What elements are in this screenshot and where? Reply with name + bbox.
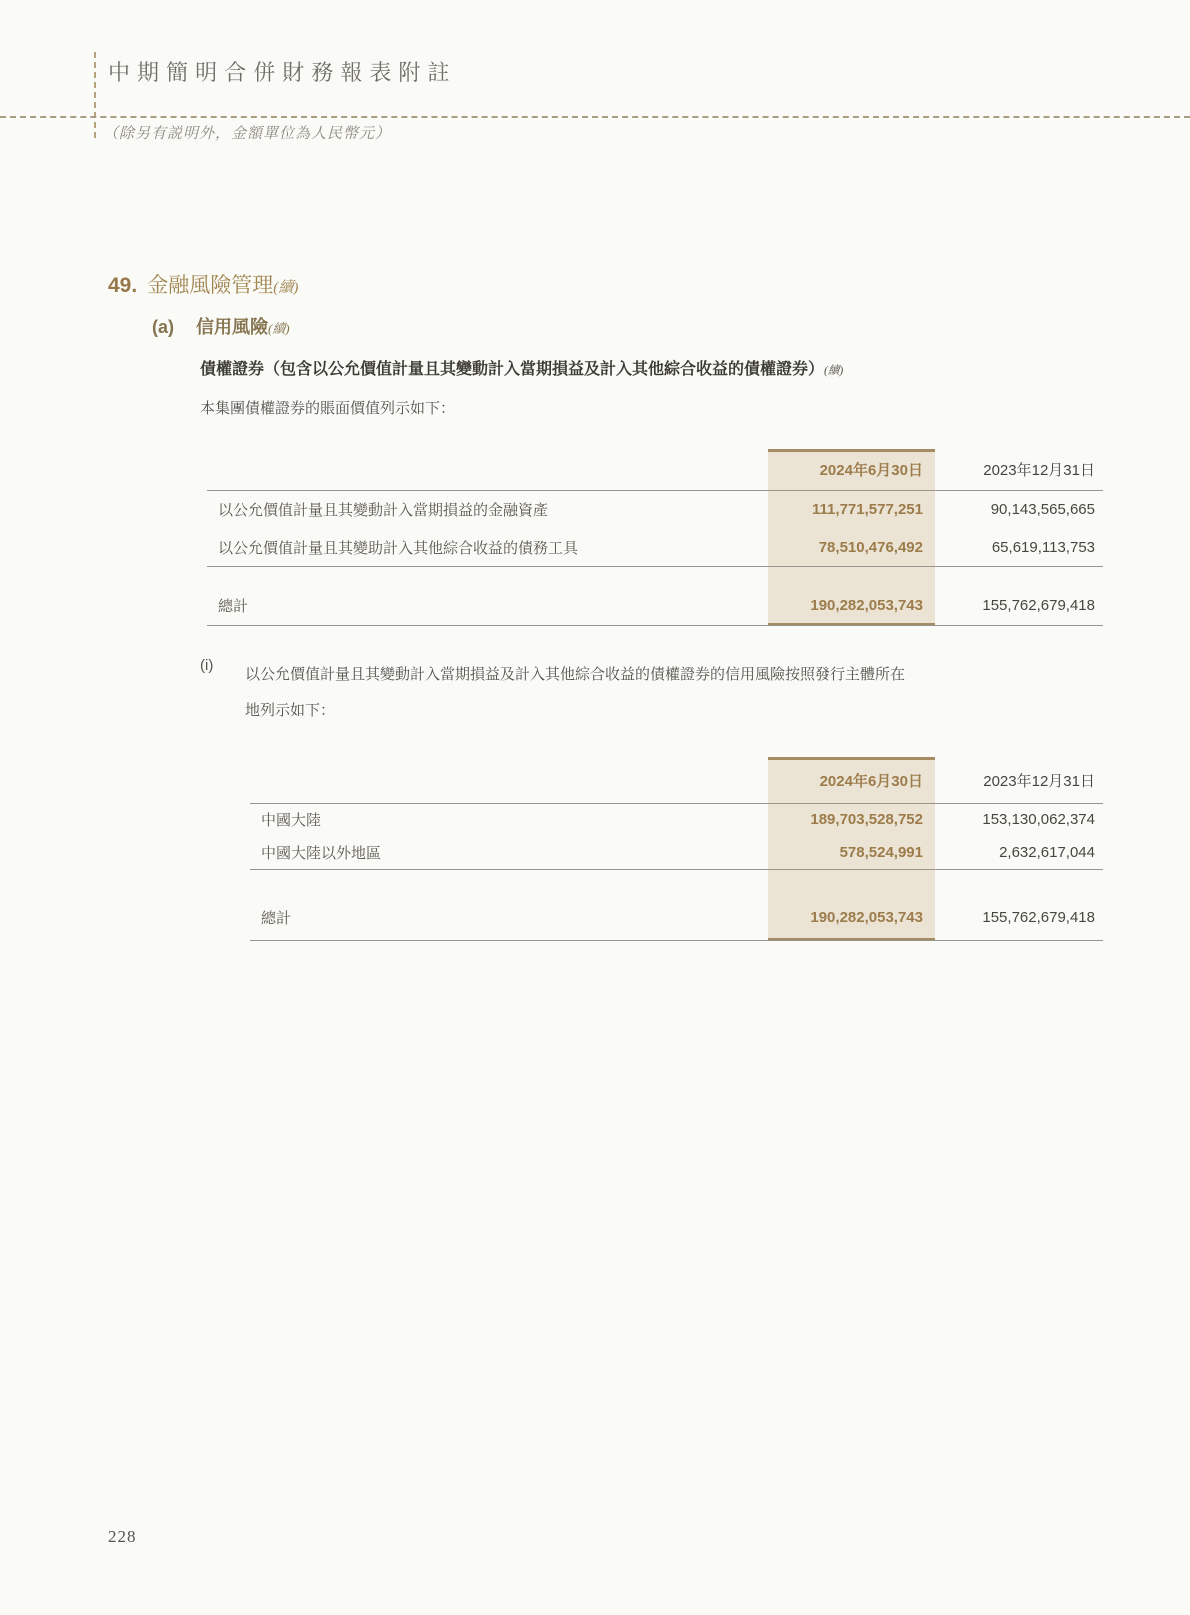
row-value-2024: 78,510,476,492 [818, 539, 923, 556]
total-row [250, 895, 1103, 940]
column-header-2024: 2024年6月30日 [819, 772, 923, 790]
table-row [207, 529, 1103, 566]
row-label: 以公允價值計量且其變助計入其他綜合收益的債務工具 [218, 540, 579, 557]
item-i-line1: 以公允價值計量且其變動計入當期損益及計入其他綜合收益的債權證券的信用風險按照發行主體所在 [245, 666, 906, 683]
item-i-line2: 地列示如下： [245, 702, 336, 719]
row-value-2023: 90,143,565,665 [990, 501, 1095, 518]
row-value-2024: 111,771,577,251 [812, 501, 923, 518]
total-label: 總計 [218, 597, 249, 615]
subtotal-rule [207, 566, 1103, 567]
subsection-title: 信用風險 [196, 317, 268, 337]
total-value-2024: 190,282,053,743 [810, 909, 923, 926]
table-row [250, 803, 1103, 836]
header-vertical-dashed-rule [94, 52, 96, 138]
subsection-a-heading [152, 313, 290, 339]
section-title: 金融風險管理 [147, 274, 274, 297]
total-row [207, 585, 1103, 625]
carrying-value-intro: 本集團債權證券的賬面價值列示如下： [200, 400, 456, 417]
total-value-2024: 190,282,053,743 [810, 596, 923, 614]
report-title: 中期簡明合併財務報表附註 [108, 60, 457, 85]
section-continued-marker: (續) [273, 280, 299, 296]
header-horizontal-dashed-rule [0, 116, 1190, 118]
row-label: 中國大陸以外地區 [261, 845, 382, 862]
item-i-marker: (i) [200, 657, 214, 674]
bottom-rule [207, 625, 1103, 626]
issuer-location-table [250, 757, 1103, 941]
total-value-2023: 155,762,679,418 [982, 596, 1095, 614]
currency-note: （除另有説明外，金額單位為人民幣元） [103, 126, 392, 142]
item-i-paragraph [245, 657, 1115, 729]
table-row [250, 836, 1103, 869]
subsection-label: (a) [152, 317, 174, 337]
page-number: 228 [108, 1527, 137, 1546]
row-value-2023: 65,619,113,753 [991, 539, 1095, 556]
section-49-heading [108, 269, 298, 299]
table-header-row [250, 757, 1103, 803]
heading-continued-marker: (續) [824, 365, 844, 377]
row-value-2023: 2,632,617,044 [999, 844, 1095, 861]
row-value-2023: 153,130,062,374 [982, 811, 1095, 828]
bottom-rule [250, 940, 1103, 941]
column-header-2023: 2023年12月31日 [983, 462, 1095, 479]
row-label: 中國大陸 [261, 812, 322, 829]
row-value-2024: 189,703,528,752 [810, 811, 923, 828]
total-value-2023: 155,762,679,418 [982, 909, 1095, 926]
subsection-continued-marker: (續) [268, 321, 290, 336]
total-label: 總計 [261, 910, 292, 927]
row-label: 以公允價值計量且其變動計入當期損益的金融資產 [218, 502, 549, 519]
debt-securities-heading-text: 債權證券（包含以公允價值計量且其變動計入當期損益及計入其他綜合收益的債權證券） [200, 361, 825, 378]
row-value-2024: 578,524,991 [839, 844, 923, 861]
section-number: 49. [108, 274, 138, 297]
table-header-row [207, 449, 1103, 490]
column-header-2024: 2024年6月30日 [819, 462, 923, 479]
subtotal-rule [250, 869, 1103, 870]
table-row [207, 490, 1103, 529]
carrying-value-table [207, 449, 1103, 626]
column-header-2023: 2023年12月31日 [983, 772, 1095, 790]
debt-securities-heading [200, 356, 843, 379]
